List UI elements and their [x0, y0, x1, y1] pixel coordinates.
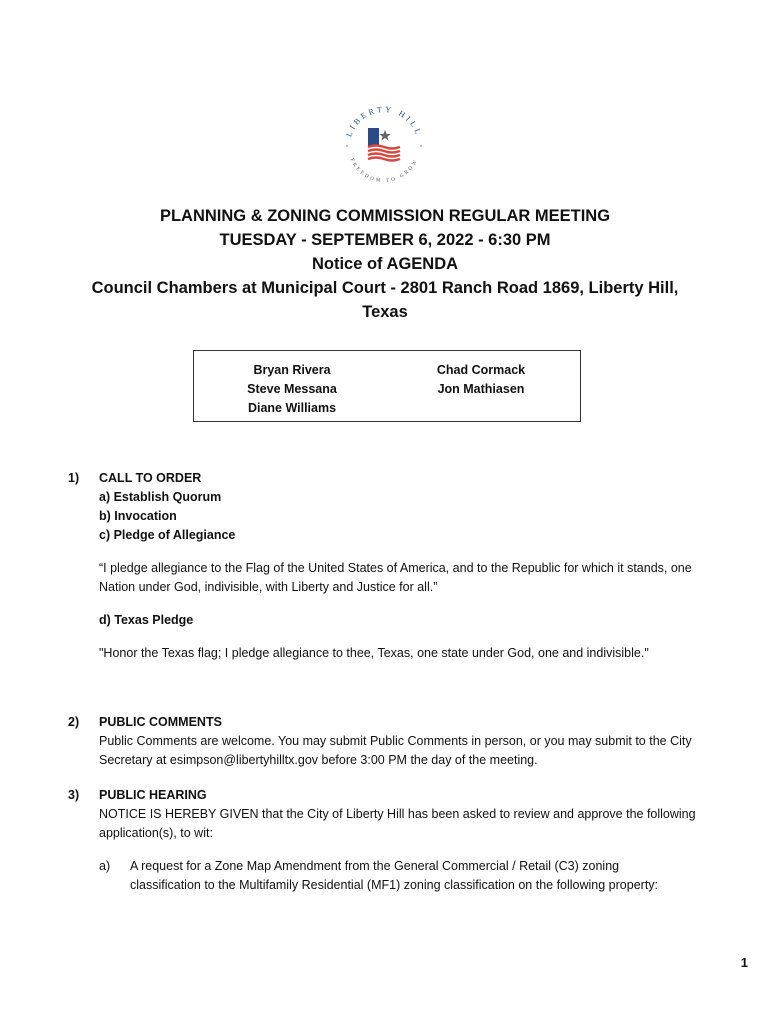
subitem-quorum: a) Establish Quorum — [99, 490, 222, 504]
commissioner-name: Bryan Rivera — [253, 363, 331, 377]
svg-text:FREEDOM TO GROW: FREEDOM TO GROW — [348, 157, 420, 185]
subitem-invocation: b) Invocation — [99, 509, 177, 523]
item-title: PUBLIC HEARING — [99, 788, 207, 802]
commissioners-box — [193, 350, 581, 422]
texas-pledge-text: "Honor the Texas flag; I pledge allegiance to thee, Texas, one state under God, one and indivisible." — [99, 646, 649, 660]
item-number: 2) — [68, 715, 80, 729]
zoning-request — [99, 857, 699, 895]
commissioner-name: Steve Messana — [247, 382, 337, 396]
commissioners-right — [392, 361, 570, 399]
meeting-location-cont: Texas — [362, 303, 408, 321]
item-title: CALL TO ORDER — [99, 471, 202, 485]
subitem-pledge: c) Pledge of Allegiance — [99, 528, 236, 542]
commissioner-name: Diane Williams — [247, 401, 337, 415]
meeting-location: Council Chambers at Municipal Court - 2801 Ranch Road 1869, Liberty Hill, — [91, 279, 679, 297]
page-number: 1 — [740, 955, 748, 970]
liberty-hill-logo — [338, 100, 430, 192]
commissioner-name: Jon Mathiasen — [437, 382, 525, 396]
pledge-text: “I pledge allegiance to the Flag of the United States of America, and to the Republic for which it stands, one Nation under God, indivisible, with Liberty and Justice for all.” — [99, 561, 692, 594]
item-number: 1) — [68, 471, 80, 485]
meeting-title: PLANNING & ZONING COMMISSION REGULAR MEETING — [159, 207, 611, 225]
item-title: PUBLIC COMMENTS — [99, 715, 222, 729]
public-hearing-notice: NOTICE IS HEREBY GIVEN that the City of Liberty Hill has been asked to review and approve the following application(s), to wit: — [99, 807, 696, 840]
subitem-texas-pledge: d) Texas Pledge — [99, 613, 194, 627]
zoning-request-text: A request for a Zone Map Amendment from the General Commercial / Retail (C3) zoning classification to the Multifamily Residential (MF1) zoning classification on the following property: — [130, 859, 659, 892]
commissioner-name: Chad Cormack — [436, 363, 526, 377]
svg-text:LIBERTY HILL: LIBERTY HILL — [344, 104, 424, 139]
subitem-letter: a) — [99, 859, 111, 873]
meeting-header — [40, 204, 730, 324]
commissioners-left — [194, 361, 390, 418]
public-comments-text: Public Comments are welcome. You may submit Public Comments in person, or you may submit to the City Secretary at esimpson@libertyhilltx.gov before 3:00 PM the day of the meeting. — [99, 734, 692, 767]
meeting-date: TUESDAY - SEPTEMBER 6, 2022 - 6:30 PM — [219, 231, 551, 249]
item-number: 3) — [68, 788, 80, 802]
notice-heading: Notice of AGENDA — [311, 255, 459, 273]
